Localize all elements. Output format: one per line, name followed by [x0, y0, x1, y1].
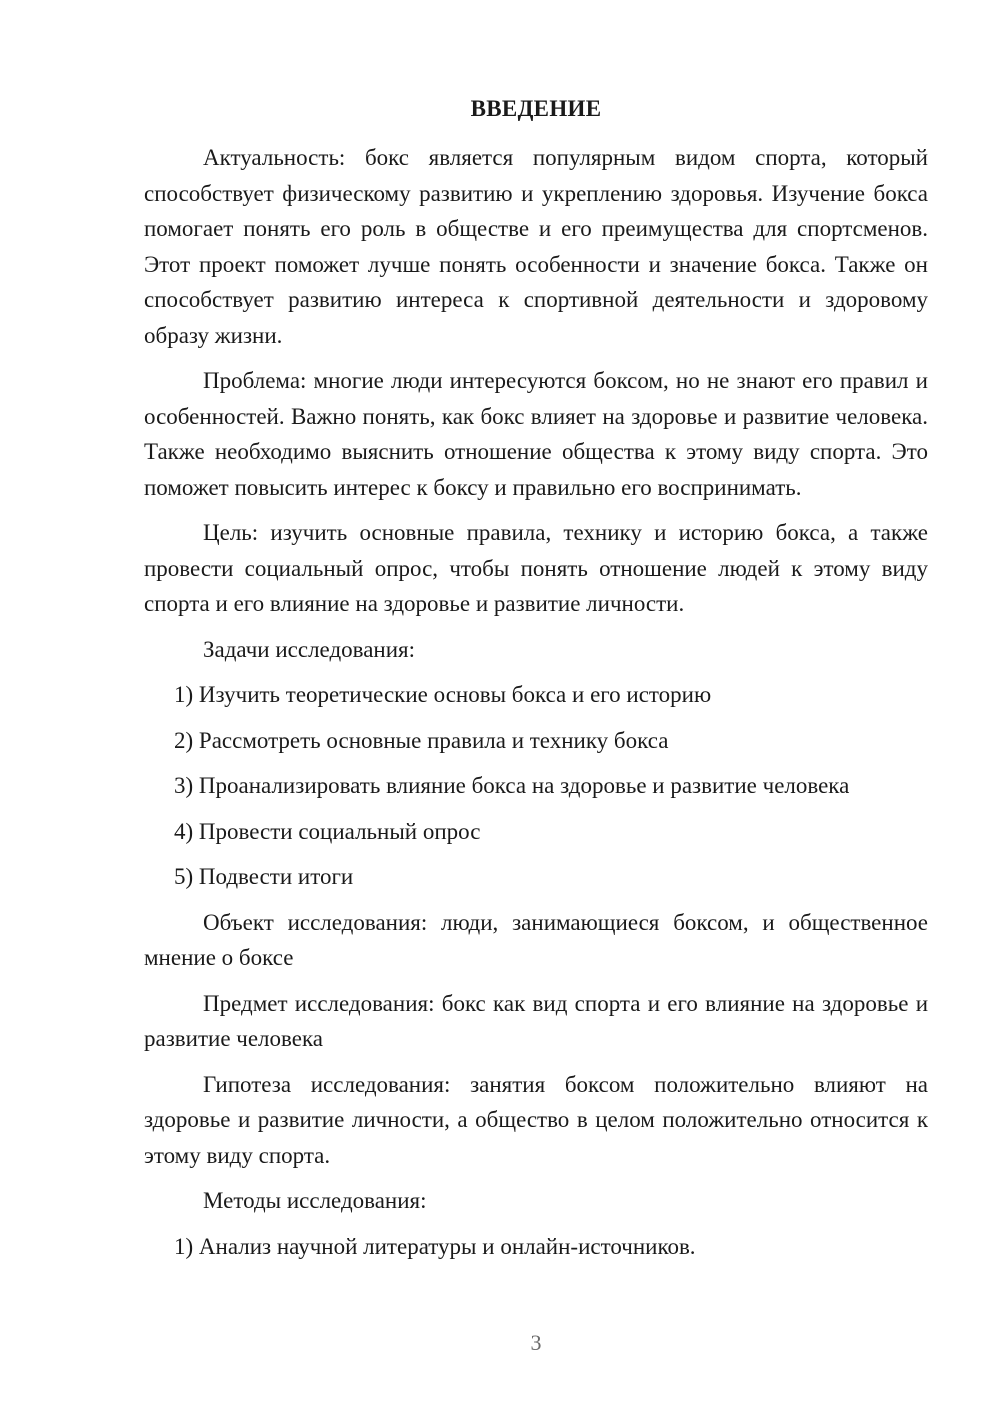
- hypothesis-paragraph: Гипотеза исследования: занятия боксом положительно влияют на здоровье и развитие личности, а общество в целом положительно относится к этому виду спорта.: [144, 1071, 928, 1168]
- relevance-paragraph: Актуальность: бокс является популярным видом спорта, который способствует физическому развитию и укреплению здоровья. Изучение бокса помогает понять его роль в обществе и его преимущества для спортсменов. Этот проект поможет лучше понять особенности и значение бокса. Также он способствует развитию интереса к спортивной деятельности и здоровому образу жизни.: [144, 145, 928, 348]
- task-item: 3) Проанализировать влияние бокса на здоровье и развитие человека: [174, 773, 850, 798]
- section-body: [144, 140, 928, 1274]
- problem-paragraph: Проблема: многие люди интересуются боксом, но не знают его правил и особенностей. Важно понять, как бокс влияет на здоровье и развитие человека. Также необходимо выяснить отношение общества к этому виду спорта. Это поможет повысить интерес к боксу и правильно его воспринимать.: [144, 368, 928, 500]
- task-item: 4) Провести социальный опрос: [174, 818, 481, 844]
- methods-heading: Методы исследования:: [203, 1188, 427, 1213]
- subject-paragraph: Предмет исследования: бокс как вид спорта и его влияние на здоровье и развитие человека: [144, 990, 928, 1051]
- task-item: 2) Рассмотреть основные правила и технику бокса: [174, 727, 669, 753]
- task-item: 1) Изучить теоретические основы бокса и его историю: [174, 682, 712, 707]
- page-number: 3: [530, 1330, 542, 1355]
- task-item: 5) Подвести итоги: [174, 864, 354, 889]
- object-paragraph: Объект исследования: люди, занимающиеся боксом, и общественное мнение о боксе: [144, 909, 928, 970]
- method-item: 1) Анализ научной литературы и онлайн-источников.: [174, 1233, 696, 1259]
- goal-paragraph: Цель: изучить основные правила, технику и историю бокса, а также провести социальный опрос, чтобы понять отношение людей к этому виду спорта и его влияние на здоровье и развитие личности.: [144, 520, 928, 616]
- section-title: ВВЕДЕНИЕ: [470, 96, 602, 121]
- tasks-heading: Задачи исследования:: [203, 636, 416, 662]
